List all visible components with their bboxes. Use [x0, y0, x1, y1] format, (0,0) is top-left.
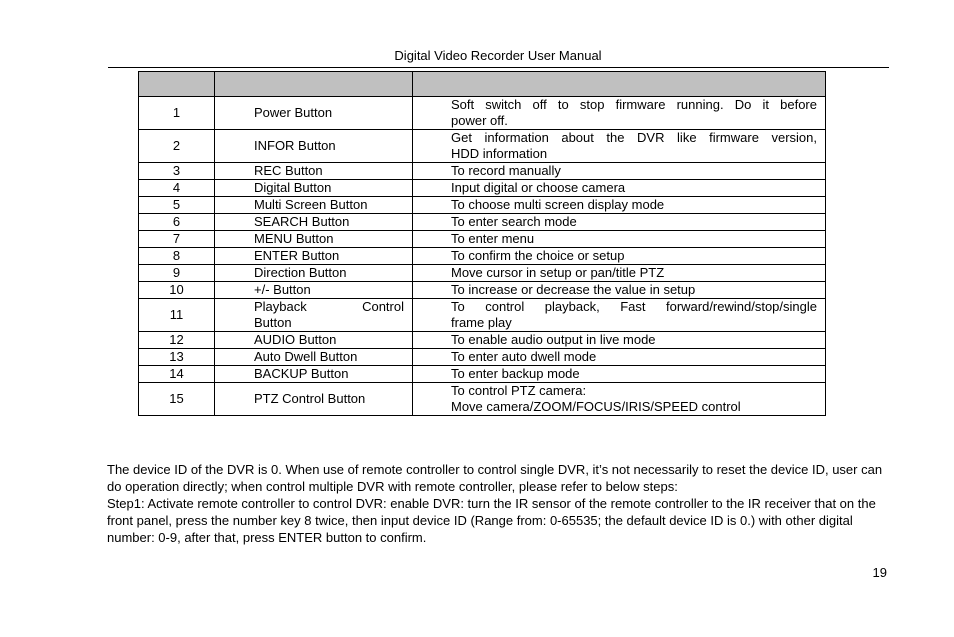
button-function: [413, 265, 826, 282]
button-function-line: frame play: [451, 315, 512, 330]
button-function-line: power off.: [451, 113, 508, 128]
table-row: [139, 231, 826, 248]
table-row: [139, 366, 826, 383]
row-number: 6: [139, 214, 215, 231]
button-function: [413, 214, 826, 231]
table-body: [139, 97, 826, 416]
table-row: [139, 248, 826, 265]
button-function-line: Move camera/ZOOM/FOCUS/IRIS/SPEED control: [451, 399, 741, 414]
table-row: [139, 214, 826, 231]
button-name: Direction Button: [215, 265, 413, 282]
row-number: 1: [139, 97, 215, 130]
button-name: INFOR Button: [215, 130, 413, 163]
button-name: Auto Dwell Button: [215, 349, 413, 366]
table-row: [139, 299, 826, 332]
button-function: [413, 332, 826, 349]
button-name: SEARCH Button: [215, 214, 413, 231]
button-function: [413, 366, 826, 383]
body-text: [107, 461, 897, 546]
button-function: [413, 130, 826, 163]
row-number: 9: [139, 265, 215, 282]
button-name: Digital Button: [215, 180, 413, 197]
button-name: Power Button: [215, 97, 413, 130]
row-number: 15: [139, 383, 215, 416]
row-number: 12: [139, 332, 215, 349]
button-function-line: To control PTZ camera:: [451, 383, 587, 398]
button-function: [413, 282, 826, 299]
row-number: 13: [139, 349, 215, 366]
button-function: [413, 383, 826, 416]
button-name: ENTER Button: [215, 248, 413, 265]
button-function: [413, 163, 826, 180]
button-function-line: To increase or decrease the value in setup: [451, 282, 696, 297]
row-number: 11: [139, 299, 215, 332]
button-name: +/- Button: [215, 282, 413, 299]
button-function-line: To enter auto dwell mode: [451, 349, 597, 364]
button-function-line: Soft switch off to stop firmware running. Do it before: [451, 97, 817, 112]
row-number: 5: [139, 197, 215, 214]
button-name: BACKUP Button: [215, 366, 413, 383]
button-name: [215, 299, 413, 332]
page-header-title: Digital Video Recorder User Manual: [394, 48, 602, 63]
paragraph-device-id: The device ID of the DVR is 0. When use of remote controller to control single DVR, it’s not necessarily to reset the device ID, user can do operation directly; when control multiple DVR with remote controller, please refer to below steps:: [107, 462, 883, 494]
table-row: [139, 163, 826, 180]
row-number: 4: [139, 180, 215, 197]
table-row: [139, 180, 826, 197]
column-header-no: [139, 72, 215, 97]
table-row: [139, 332, 826, 349]
button-function: [413, 180, 826, 197]
button-function-table: [138, 71, 826, 416]
button-function-line: To enter backup mode: [451, 366, 580, 381]
button-function: [413, 349, 826, 366]
button-function-line: To choose multi screen display mode: [451, 197, 665, 212]
row-number: 3: [139, 163, 215, 180]
row-number: 8: [139, 248, 215, 265]
button-function-line: To confirm the choice or setup: [451, 248, 625, 263]
button-function-line: Get information about the DVR like firmware version,: [451, 130, 817, 145]
row-number: 14: [139, 366, 215, 383]
row-number: 10: [139, 282, 215, 299]
button-function: [413, 97, 826, 130]
header-rule: [108, 67, 889, 68]
table-header-row: [139, 72, 826, 97]
button-name-line: Button: [254, 315, 292, 330]
button-function-line: HDD information: [451, 146, 548, 161]
column-header-button: [215, 72, 413, 97]
button-function-line: Move cursor in setup or pan/title PTZ: [451, 265, 665, 280]
button-function: [413, 197, 826, 214]
button-function-line: To record manually: [451, 163, 561, 178]
button-function-line: To enter search mode: [451, 214, 577, 229]
column-header-function: [413, 72, 826, 97]
button-name-line: Playback Control: [254, 299, 404, 314]
table-row: [139, 282, 826, 299]
button-function: [413, 231, 826, 248]
button-function-line: To control playback, Fast forward/rewind/stop/single: [451, 299, 817, 314]
button-name: PTZ Control Button: [215, 383, 413, 416]
button-function: [413, 248, 826, 265]
table-row: [139, 383, 826, 416]
table-row: [139, 130, 826, 163]
page-number: 19: [872, 565, 887, 580]
table-row: [139, 265, 826, 282]
row-number: 2: [139, 130, 215, 163]
button-function-line: Input digital or choose camera: [451, 180, 626, 195]
button-function-line: To enter menu: [451, 231, 535, 246]
table-row: [139, 349, 826, 366]
button-function: [413, 299, 826, 332]
button-name: REC Button: [215, 163, 413, 180]
button-name: AUDIO Button: [215, 332, 413, 349]
row-number: 7: [139, 231, 215, 248]
paragraph-step1: Step1: Activate remote controller to control DVR: enable DVR: turn the IR sensor of the remote controller to the IR receiver that on the front panel, press the number key 8 twice, then input device ID (Range from: 0-65535; the default device ID is 0.) with other digital number: 0-9, after that, press ENTER button to confirm.: [107, 496, 876, 545]
button-function-line: To enable audio output in live mode: [451, 332, 656, 347]
table-row: [139, 197, 826, 214]
button-name: MENU Button: [215, 231, 413, 248]
button-name: Multi Screen Button: [215, 197, 413, 214]
table-row: [139, 97, 826, 130]
